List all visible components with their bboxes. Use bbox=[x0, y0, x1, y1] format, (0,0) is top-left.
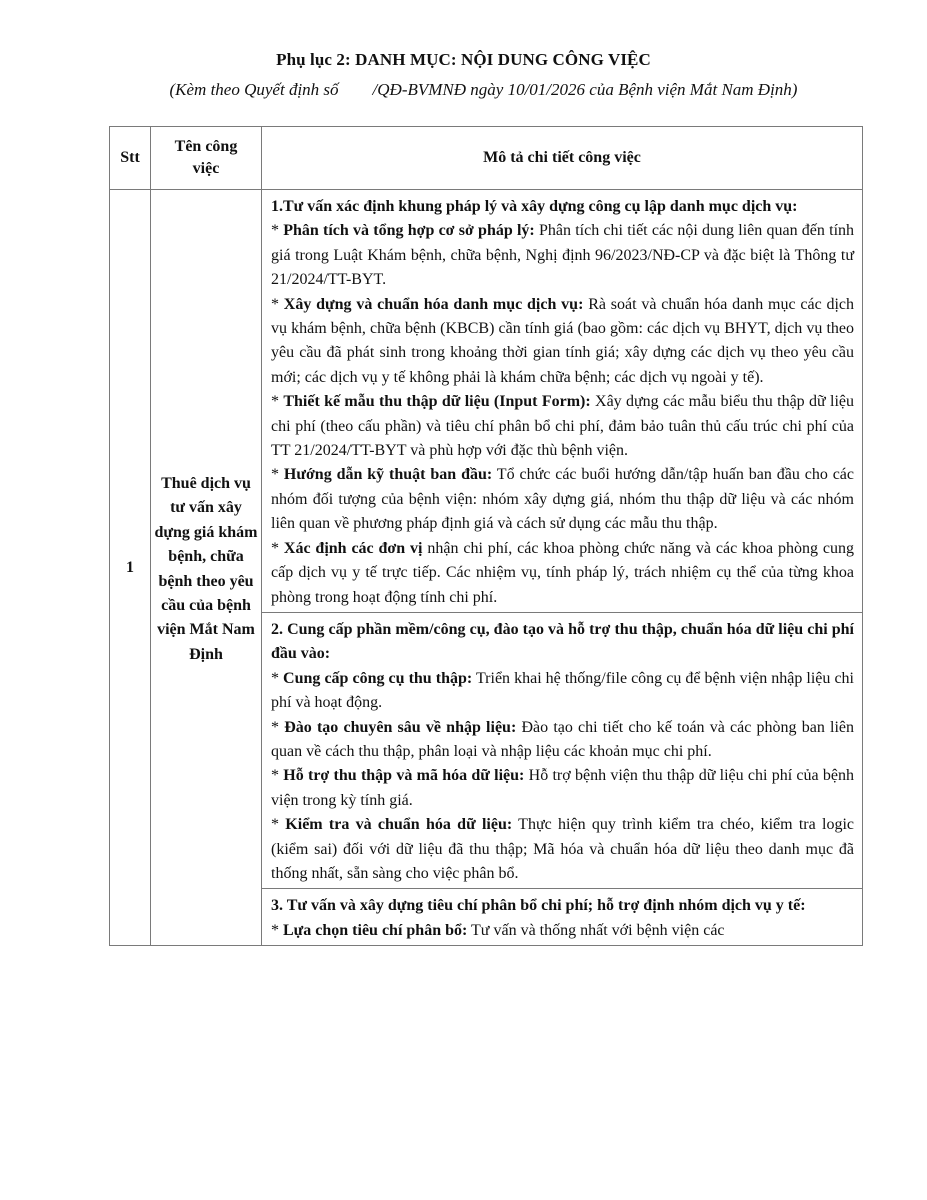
page-subtitle bbox=[0, 80, 927, 100]
item-text: Đào tạo chi tiết cho kế toán và các phòng ban liên quan về cách thu thập, phân loại và nhập liệu các khoản mục chi phí. bbox=[271, 718, 855, 760]
col-header-stt: Stt bbox=[110, 127, 151, 190]
item-label: Cung cấp công cụ thu thập: bbox=[283, 669, 473, 687]
section-1-item-4 bbox=[271, 463, 854, 536]
row-task-name-text: Thuê dịch vụ tư vấn xây dựng giá khám bệnh, chữa bệnh theo yêu cầu của bệnh viện Mắt Nam Định bbox=[154, 474, 258, 663]
bullet: * bbox=[271, 816, 286, 834]
item-label: Phân tích và tổng hợp cơ sở pháp lý: bbox=[283, 222, 535, 240]
bullet: * bbox=[271, 921, 283, 939]
section-2-item-4 bbox=[271, 813, 854, 886]
item-text: Xây dựng các mẫu biểu thu thập dữ liệu chi phí (theo cấu phần) và tiêu chí phân bổ chi phí, đảm bảo tuân thủ cấu trúc chi phí của TT 21/2024/TT-BYT và phù hợp với đặc thù bệnh viện. bbox=[271, 393, 855, 460]
item-label: Thiết kế mẫu thu thập dữ liệu (Input Form): bbox=[283, 393, 591, 411]
section-3-title: 3. Tư vấn và xây dựng tiêu chí phân bổ chi phí; hỗ trợ định nhóm dịch vụ y tế: bbox=[271, 897, 806, 915]
section-1-item-3 bbox=[271, 390, 854, 463]
section-2-title: 2. Cung cấp phần mềm/công cụ, đào tạo và hỗ trợ thu thập, chuẩn hóa dữ liệu chi phí đầu vào: bbox=[271, 620, 854, 663]
col-header-description: Mô tả chi tiết công việc bbox=[262, 127, 863, 190]
col-header-task-name-text: Tên công việc bbox=[174, 138, 238, 177]
item-text: Phân tích chi tiết các nội dung liên quan đến tính giá trong Luật Khám bệnh, chữa bệnh, Nghị định 96/2023/NĐ-CP và đặc biệt là Thông tư 21/2024/TT-BYT. bbox=[271, 222, 855, 289]
item-text: Tổ chức các buổi hướng dẫn/tập huấn ban đầu cho các nhóm đối tượng của bệnh viện: nhóm xây dựng giá, nhóm thu thập dữ liệu và các nhóm liên quan về phương pháp định giá và cách sử dụng các mẫu thu thập. bbox=[271, 466, 855, 533]
section-2-item-3 bbox=[271, 764, 854, 813]
section-1 bbox=[262, 190, 863, 613]
bullet: * bbox=[271, 539, 284, 557]
bullet: * bbox=[271, 718, 285, 736]
subtitle-prefix: (Kèm theo Quyết định số bbox=[169, 80, 339, 99]
item-label: Hướng dẫn kỹ thuật ban đầu: bbox=[283, 466, 493, 484]
section-1-item-1 bbox=[271, 219, 854, 292]
item-text: Thực hiện quy trình kiểm tra chéo, kiểm tra logic (kiểm sai) đối với dữ liệu đã thu thập; Mã hóa và chuẩn hóa dữ liệu theo danh mục đã thống nhất, sẵn sàng cho việc phân bổ. bbox=[271, 816, 855, 882]
page-title: Phụ lục 2: DANH MỤC: NỘI DUNG CÔNG VIỆC bbox=[276, 50, 651, 69]
item-label: Đào tạo chuyên sâu về nhập liệu: bbox=[284, 718, 517, 736]
bullet: * bbox=[271, 295, 284, 313]
item-text: Hỗ trợ bệnh viện thu thập dữ liệu chi phí của bệnh viện trong kỳ tính giá. bbox=[271, 767, 855, 809]
item-label: Lựa chọn tiêu chí phân bổ: bbox=[283, 921, 468, 939]
section-1-item-2 bbox=[271, 293, 854, 391]
section-1-title: 1.Tư vấn xác định khung pháp lý và xây dựng công cụ lập danh mục dịch vụ: bbox=[271, 198, 798, 215]
row-stt: 1 bbox=[110, 190, 151, 946]
section-2-item-2 bbox=[271, 716, 854, 765]
section-2-item-1 bbox=[271, 667, 854, 716]
row-task-name bbox=[151, 190, 262, 946]
item-label: Kiểm tra và chuẩn hóa dữ liệu: bbox=[285, 816, 513, 834]
task-table bbox=[109, 126, 863, 946]
item-text: nhận chi phí, các khoa phòng chức năng và các khoa phòng cung cấp dịch vụ y tế trực tiếp. Các nhiệm vụ, tính pháp lý, trách nhiệm cụ thể của từng khoa phòng trong hoạt động tính chi phí. bbox=[271, 539, 855, 606]
item-text: Tư vấn và thống nhất với bệnh viện các bbox=[467, 921, 725, 939]
bullet: * bbox=[271, 393, 284, 411]
table-header-row bbox=[110, 127, 863, 190]
bullet: * bbox=[271, 466, 284, 484]
table-row bbox=[110, 190, 863, 613]
section-2 bbox=[262, 612, 863, 888]
item-label: Hỗ trợ thu thập và mã hóa dữ liệu: bbox=[283, 767, 525, 785]
section-3 bbox=[262, 889, 863, 946]
section-3-item-1 bbox=[271, 919, 854, 943]
item-text: Rà soát và chuẩn hóa danh mục các dịch vụ khám bệnh, chữa bệnh (KBCB) cần tính giá (bao gồm: các dịch vụ BHYT, dịch vụ theo yêu cầu đã phát sinh trong khoảng thời gian tính giá; xây dựng các dịch vụ theo yêu cầu mới; các dịch vụ y tế không phải là khám chữa bệnh; các dịch vụ ngoài y tế). bbox=[271, 295, 855, 386]
bullet: * bbox=[271, 222, 284, 240]
subtitle-suffix: /QĐ-BVMNĐ ngày 10/01/2026 của Bệnh viện Mắt Nam Định) bbox=[372, 80, 798, 99]
col-header-task-name bbox=[151, 127, 262, 190]
item-label: Xây dựng và chuẩn hóa danh mục dịch vụ: bbox=[283, 295, 584, 313]
bullet: * bbox=[271, 669, 284, 687]
bullet: * bbox=[271, 767, 284, 785]
item-label: Xác định các đơn vị bbox=[283, 539, 423, 557]
item-text: Triển khai hệ thống/file công cụ để bệnh viện nhập liệu chi phí và hoạt động. bbox=[271, 669, 854, 712]
section-1-item-5 bbox=[271, 537, 854, 610]
